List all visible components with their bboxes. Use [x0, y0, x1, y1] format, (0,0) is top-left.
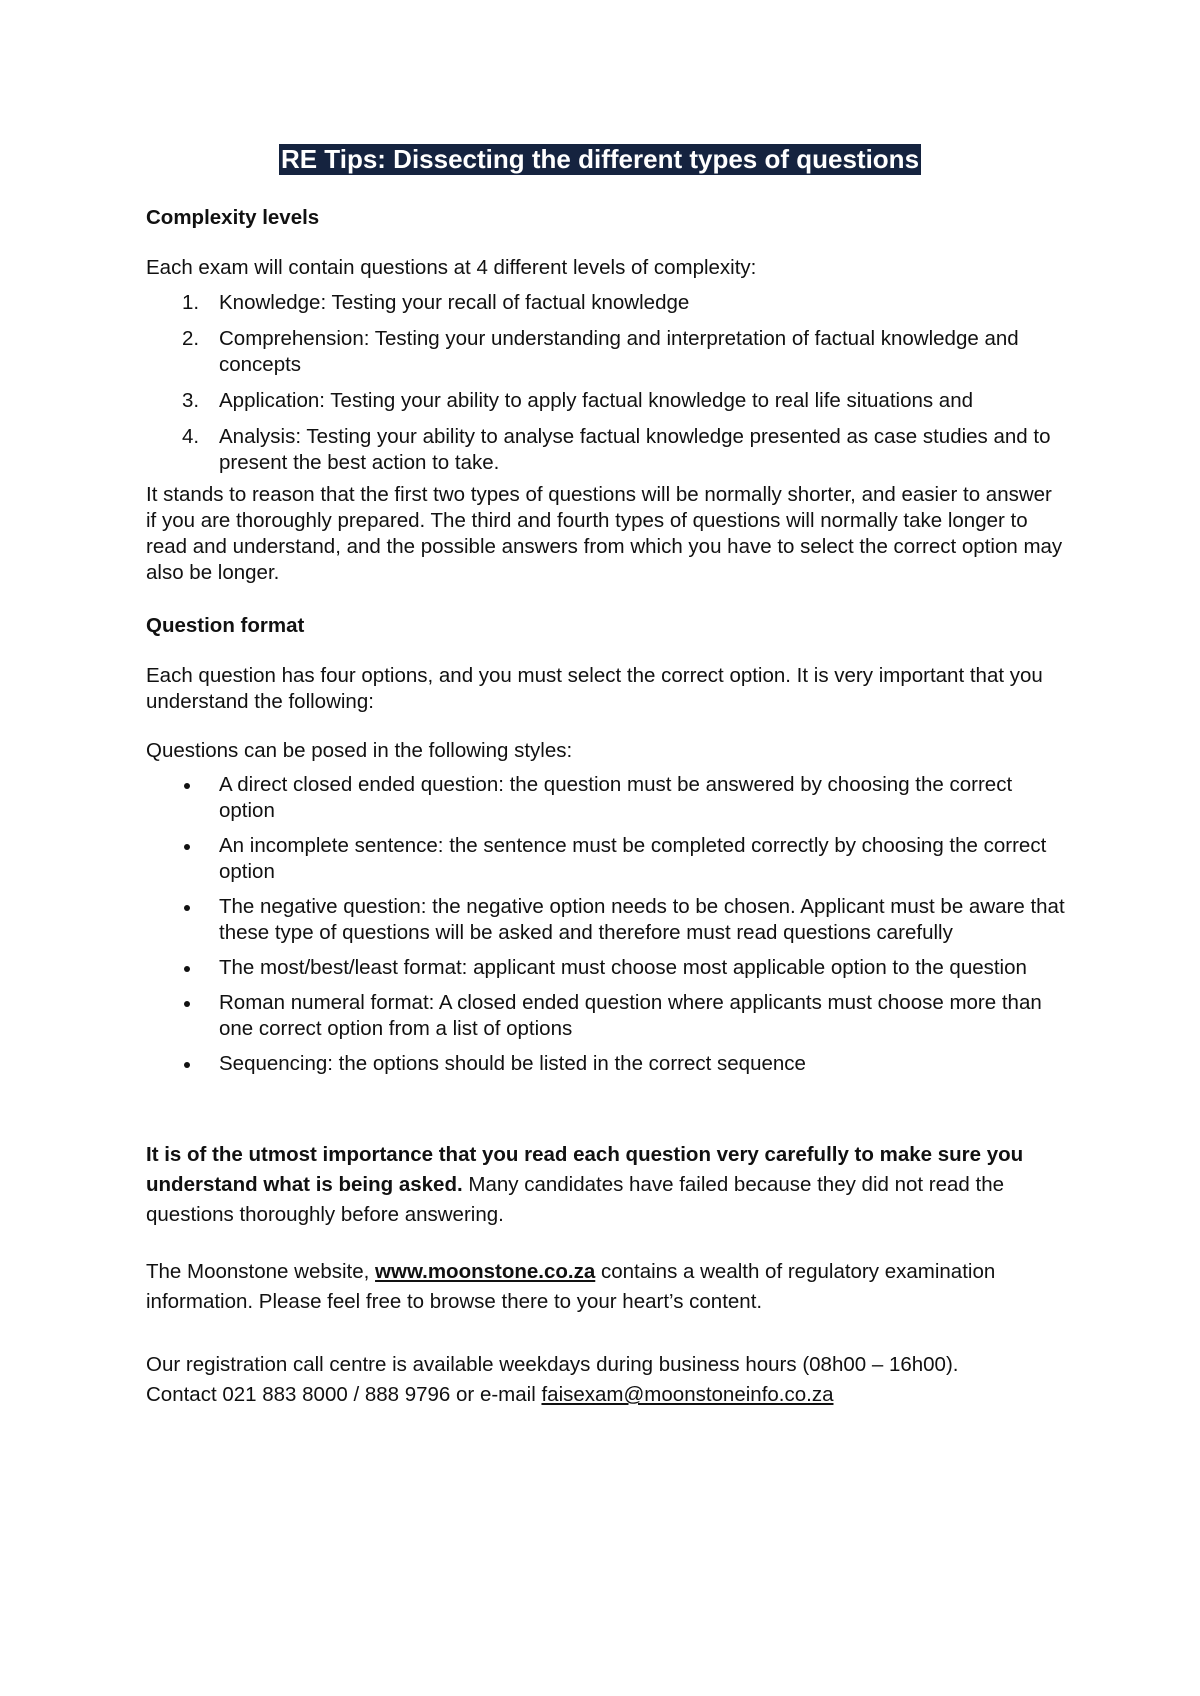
complexity-item-text: Knowledge: Testing your recall of factual knowledge	[219, 291, 690, 314]
contact-line1: Our registration call centre is available weekdays during business hours (08h00 – 16h00).	[146, 1353, 959, 1376]
bullet-icon	[184, 966, 190, 972]
style-item	[146, 990, 1066, 1042]
format-intro: Each question has four options, and you must select the correct option. It is very important that you understand the following:	[146, 664, 1043, 713]
complexity-item-number: 2.	[182, 327, 200, 350]
style-item	[146, 894, 1066, 946]
style-item	[146, 772, 1066, 824]
complexity-item-number: 3.	[182, 389, 200, 412]
complexity-item-text: Analysis: Testing your ability to analyse factual knowledge presented as case studies and to present the best action to take.	[219, 425, 1051, 474]
page-title: RE Tips: Dissecting the different types of questions	[280, 144, 920, 174]
importance-bold: It is of the utmost importance that you read each question very carefully to make sure you understand what is being asked.	[146, 1143, 1024, 1196]
style-item	[146, 1051, 1066, 1077]
complexity-summary-block	[146, 482, 1066, 586]
complexity-item-text: Comprehension: Testing your understanding and interpretation of factual knowledge and concepts	[219, 327, 1019, 376]
website-before: The Moonstone website,	[146, 1260, 376, 1283]
website-block	[146, 1257, 1066, 1317]
complexity-intro-block	[146, 255, 1066, 281]
complexity-intro: Each exam will contain questions at 4 different levels of complexity:	[146, 256, 757, 279]
style-item-text: Roman numeral format: A closed ended question where applicants must choose more than one correct option from a list of options	[219, 991, 1042, 1040]
format-section	[146, 613, 1066, 639]
importance-rest: Many candidates have failed because they did not read the questions thoroughly before answering.	[146, 1173, 1005, 1226]
complexity-section	[146, 205, 1066, 231]
contact-before: Contact 021 883 8000 / 888 9796 or e-mail	[146, 1383, 542, 1406]
website-link[interactable]: www.moonstone.co.za	[375, 1260, 596, 1283]
bullet-icon	[184, 1001, 190, 1007]
complexity-item-number: 4.	[182, 425, 200, 448]
format-heading: Question format	[146, 614, 305, 637]
style-item-text: Sequencing: the options should be listed in the correct sequence	[219, 1052, 806, 1075]
complexity-item-text: Application: Testing your ability to apply factual knowledge to real life situations and	[219, 389, 974, 412]
website-paragraph	[146, 1257, 1066, 1317]
bullet-icon	[184, 783, 190, 789]
style-item	[146, 833, 1066, 885]
style-item-text: The negative question: the negative option needs to be chosen. Applicant must be aware that these type of questions will be asked and therefore must read questions carefully	[219, 895, 1065, 944]
complexity-item	[146, 290, 1066, 316]
style-item-text: The most/best/least format: applicant must choose most applicable option to the question	[219, 956, 1027, 979]
complexity-heading: Complexity levels	[146, 206, 320, 229]
format-intro-block	[146, 663, 1066, 715]
bullet-icon	[184, 844, 190, 850]
style-item-text: A direct closed ended question: the question must be answered by choosing the correct option	[219, 773, 1013, 822]
title-block	[0, 144, 1200, 175]
bullet-icon	[184, 1062, 190, 1068]
complexity-item-number: 1.	[182, 291, 200, 314]
format-styles-intro-block	[146, 738, 1066, 764]
format-styles-intro: Questions can be posed in the following styles:	[146, 739, 573, 762]
complexity-list	[146, 290, 1066, 476]
complexity-item	[146, 424, 1066, 476]
style-item	[146, 955, 1066, 981]
complexity-summary: It stands to reason that the first two types of questions will be normally shorter, and easier to answer if you are thoroughly prepared. The third and fourth types of questions will normally take longer to read and understand, and the possible answers from which you have to select the correct option may also be longer.	[146, 483, 1063, 584]
email-link[interactable]: faisexam@moonstoneinfo.co.za	[541, 1383, 834, 1406]
website-after: contains a wealth of regulatory examination information. Please feel free to browse there to your heart’s content.	[146, 1260, 996, 1313]
contact-line2	[146, 1380, 1066, 1410]
contact-block	[146, 1350, 1066, 1410]
question-styles-list	[146, 772, 1066, 1077]
bullet-icon	[184, 905, 190, 911]
complexity-item	[146, 388, 1066, 414]
importance-block	[146, 1140, 1066, 1230]
importance-paragraph	[146, 1140, 1066, 1230]
style-item-text: An incomplete sentence: the sentence must be completed correctly by choosing the correct option	[219, 834, 1047, 883]
complexity-item	[146, 326, 1066, 378]
